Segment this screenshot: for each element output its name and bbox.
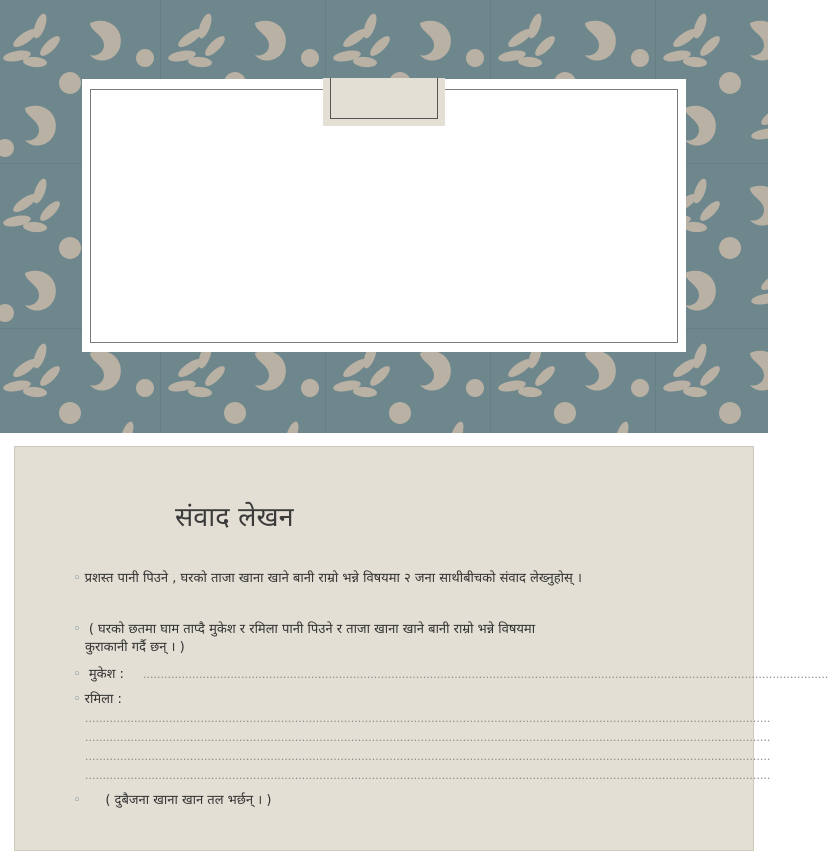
bullet-prompt: ◦ प्रशस्त पानी पिउने , घरको ताजा खाना खाने बानी राम्रो भन्ने विषयमा २ जना साथीबीचको संवाद लेख्नुहोस् । [73, 571, 582, 586]
mukesh-answer-line: .................................................................................................................................................................................................... [143, 668, 828, 681]
bullet-marker: ◦ [73, 571, 81, 586]
slide-title: संवाद लेखन [175, 502, 294, 533]
bullet-ramila: ◦ रमिला : [73, 692, 122, 707]
bullet-scene: ◦ ( घरको छतमा घाम ताप्दै मुकेश र रमिला पानी पिउने र ताजा खाना खाने बानी राम्रो भन्ने विषयमा [73, 622, 536, 637]
title-card-tab-box [330, 78, 438, 119]
bullet-closing: ◦ ( दुबैजना खाना खान तल भर्छन् । ) [73, 793, 272, 808]
bullet-marker: ◦ [73, 622, 81, 637]
ramila-answer-line-4: .................................................................................................................................................................................................... [85, 769, 771, 782]
slide-2 [14, 446, 828, 851]
bullet-marker: ◦ [73, 692, 81, 707]
ramila-answer-line-2: .................................................................................................................................................................................................... [85, 731, 771, 744]
bullet-scene-continuation: कुराकानी गर्दै छन् । ) [85, 640, 185, 655]
title-card [82, 79, 686, 352]
title-card-frame [90, 89, 678, 343]
title-card-tab [323, 78, 445, 126]
ramila-answer-line-3: .................................................................................................................................................................................................... [85, 750, 771, 763]
slide-1 [0, 0, 768, 433]
bullet-marker: ◦ [73, 667, 81, 682]
ramila-answer-line-1: .................................................................................................................................................................................................... [85, 712, 771, 725]
bullet-marker: ◦ [73, 793, 81, 808]
bullet-mukesh: ◦ मुकेश : [73, 667, 124, 682]
